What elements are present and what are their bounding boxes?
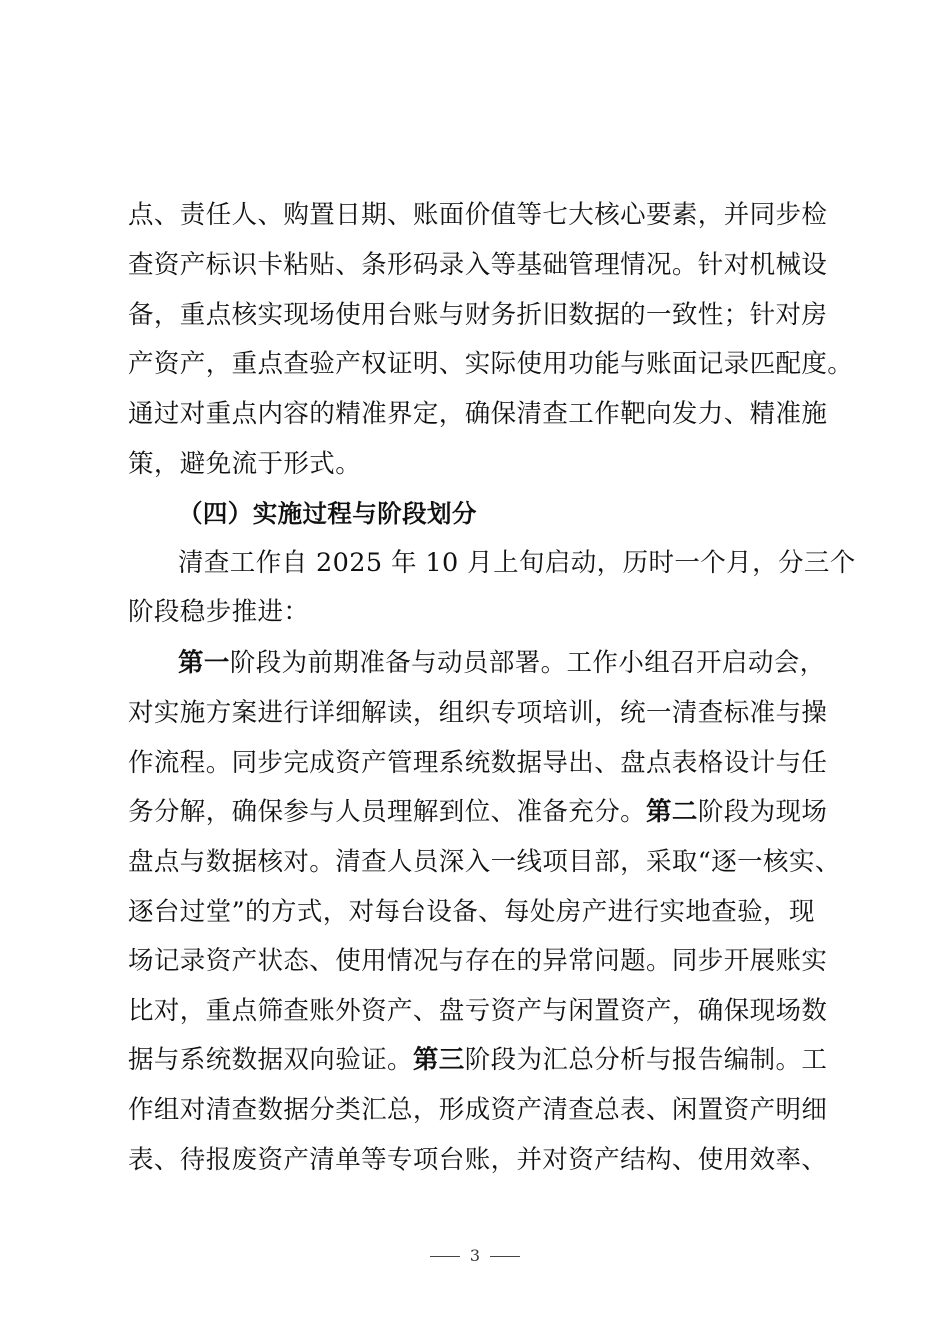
text-run: 产资产，重点查验产权证明、实际使用功能与账面记录匹配度。 [128, 349, 854, 379]
paragraph-line [128, 748, 828, 778]
page-number: 3 [469, 1246, 481, 1265]
paragraph-line [128, 250, 828, 280]
bold-run: 第三 [412, 1045, 465, 1075]
footer-dash-left [430, 1256, 460, 1257]
text-run: 清查工作自 2025 年 10 月上旬启动，历时一个月，分三个 [178, 548, 856, 578]
text-run: 阶段为汇总分析与报告编制。工 [464, 1045, 828, 1075]
text-run: 据与系统数据双向验证。 [128, 1045, 413, 1075]
paragraph-line [128, 1145, 828, 1175]
text-run: 务分解，确保参与人员理解到位、准备充分。 [128, 797, 647, 827]
text-run: 策，避免流于形式。 [128, 449, 362, 479]
text-run: 点、责任人、购置日期、账面价值等七大核心要素，并同步检 [128, 200, 828, 230]
text-run: 阶段稳步推进： [128, 597, 310, 627]
paragraph-line [128, 349, 854, 379]
text-run: 盘点与数据核对。清查人员深入一线项目部，采取“逐一核实、 [128, 847, 841, 877]
paragraph-line [128, 797, 828, 827]
text-run: 表、待报废资产清单等专项台账，并对资产结构、使用效率、 [128, 1145, 828, 1175]
paragraph-line [178, 648, 826, 678]
paragraph-line [128, 300, 828, 330]
text-run: 作组对清查数据分类汇总，形成资产清查总表、闲置资产明细 [128, 1095, 828, 1125]
text-run: 比对，重点筛查账外资产、盘亏资产与闲置资产，确保现场数 [128, 996, 828, 1026]
text-run: 场记录资产状态、使用情况与存在的异常问题。同步开展账实 [128, 946, 828, 976]
bold-run: 第二 [646, 797, 698, 827]
text-run: 逐台过堂”的方式，对每台设备、每处房产进行实地查验，现 [128, 897, 815, 927]
text-run: 作流程。同步完成资产管理系统数据导出、盘点表格设计与任 [128, 748, 828, 778]
paragraph-line [128, 897, 815, 927]
paragraph-line [128, 449, 362, 479]
paragraph-line [128, 847, 841, 877]
text-run: 阶段为现场 [697, 797, 828, 827]
paragraph-line [128, 1095, 828, 1125]
text-run: 对实施方案进行详细解读，组织专项培训，统一清查标准与操 [128, 698, 828, 728]
paragraph-line [128, 399, 828, 429]
paragraph-line [128, 996, 828, 1026]
paragraph-line [128, 946, 828, 976]
paragraph-line [128, 698, 828, 728]
text-run: 查资产标识卡粘贴、条形码录入等基础管理情况。针对机械设 [128, 250, 828, 280]
text-run: 备，重点核实现场使用台账与财务折旧数据的一致性；针对房 [128, 300, 828, 330]
footer-dash-right [490, 1256, 520, 1257]
text-run: 通过对重点内容的精准界定，确保清查工作靶向发力、精准施 [128, 399, 828, 429]
bold-run: 第一 [178, 648, 230, 678]
heading-text: （四）实施过程与阶段划分 [178, 499, 477, 528]
text-run: 阶段为前期准备与动员部署。工作小组召开启动会， [229, 648, 826, 678]
paragraph-line [178, 548, 856, 578]
paragraph-line [128, 597, 310, 627]
paragraph-line [128, 1045, 828, 1075]
paragraph-line [128, 200, 828, 230]
page-footer [0, 1246, 950, 1265]
section-heading [178, 499, 477, 528]
